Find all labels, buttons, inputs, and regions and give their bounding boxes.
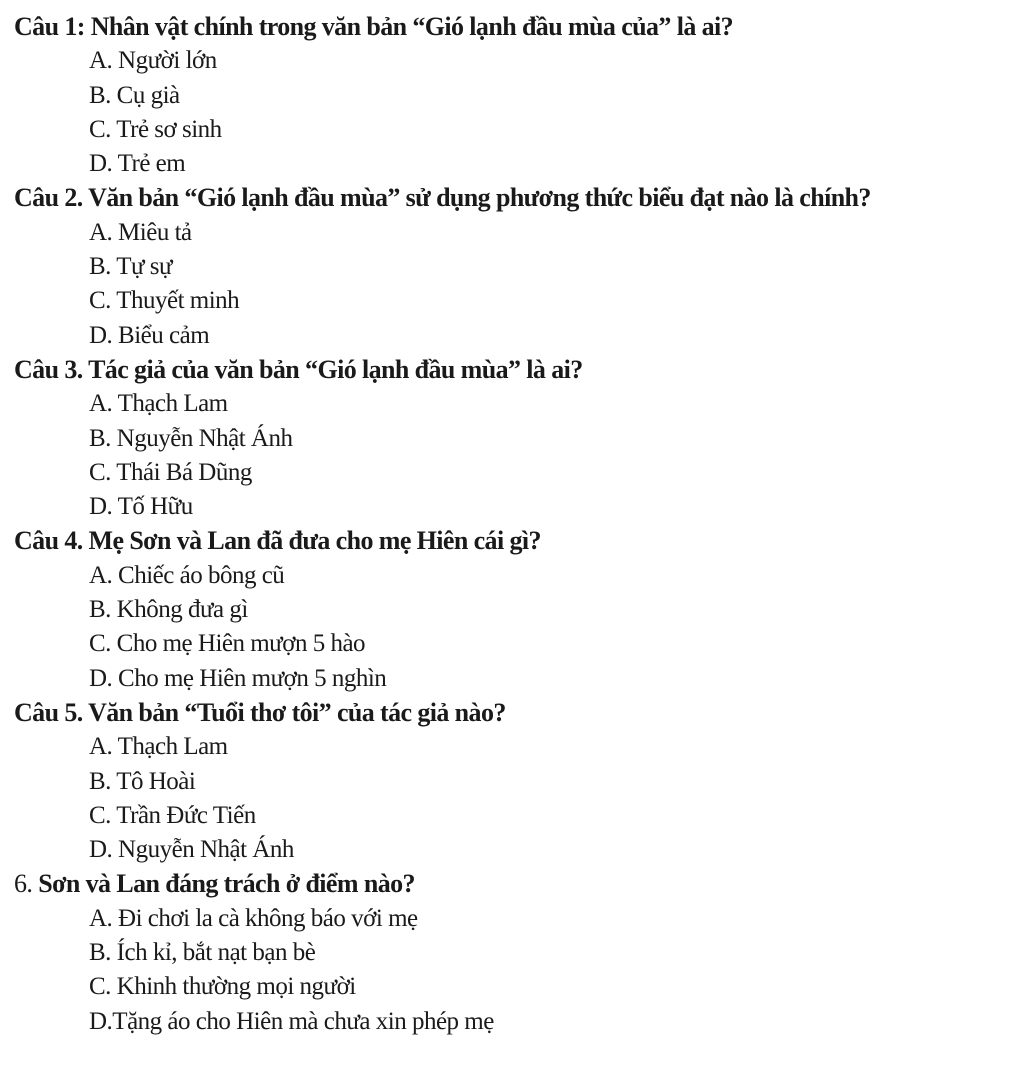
question-1 xyxy=(14,10,1014,181)
question-text: Câu 4. Mẹ Sơn và Lan đã đưa cho mẹ Hiên cái gì? xyxy=(14,526,541,556)
option-d: D. Biểu cảm xyxy=(89,321,210,349)
option-c: C. Cho mẹ Hiên mượn 5 hào xyxy=(89,630,366,658)
option-a: A. Đi chơi la cà không báo với mẹ xyxy=(89,904,418,932)
question-text: Câu 1: Nhân vật chính trong văn bản “Gió lạnh đầu mùa của” là ai? xyxy=(14,12,734,41)
option-list xyxy=(14,902,1014,1039)
question-text: Câu 5. Văn bản “Tuổi thơ tôi” của tác giả nào? xyxy=(14,697,506,727)
option-b: B. Không đưa gì xyxy=(89,596,248,624)
question-number: 6. xyxy=(14,869,33,899)
option-d: D. Cho mẹ Hiên mượn 5 nghìn xyxy=(89,664,387,692)
question-text xyxy=(14,867,1014,901)
question-text: Câu 3. Tác giả của văn bản “Gió lạnh đầu mùa” là ai? xyxy=(14,354,583,384)
option-b: B. Nguyễn Nhật Ánh xyxy=(89,424,293,452)
option-c: C. Thuyết minh xyxy=(89,287,240,315)
option-list xyxy=(14,216,1014,353)
option-c: C. Trần Đức Tiến xyxy=(89,801,256,829)
option-d: D.Tặng áo cho Hiên mà chưa xin phép mẹ xyxy=(89,1007,494,1035)
option-a: A. Miêu tả xyxy=(89,218,192,246)
question-5 xyxy=(14,696,1014,867)
option-a: A. Chiếc áo bông cũ xyxy=(89,561,285,589)
option-b: B. Tô Hoài xyxy=(89,767,196,795)
option-b: B. Ích kỉ, bắt nạt bạn bè xyxy=(89,939,316,967)
quiz-document xyxy=(14,10,1014,1039)
option-c: C. Khinh thường mọi người xyxy=(89,973,356,1001)
question-4 xyxy=(14,524,1014,695)
option-b: B. Tự sự xyxy=(89,253,173,281)
option-list xyxy=(14,559,1014,696)
option-c: C. Thái Bá Dũng xyxy=(89,458,252,486)
option-list xyxy=(14,730,1014,867)
option-d: D. Trẻ em xyxy=(89,150,186,178)
question-2 xyxy=(14,181,1014,352)
option-list xyxy=(14,44,1014,181)
question-text: Câu 2. Văn bản “Gió lạnh đầu mùa” sử dụng phương thức biểu đạt nào là chính? xyxy=(14,183,871,213)
option-d: D. Tố Hữu xyxy=(89,493,193,521)
option-a: A. Người lớn xyxy=(89,47,217,75)
question-3 xyxy=(14,353,1014,524)
option-d: D. Nguyễn Nhật Ánh xyxy=(89,836,294,864)
option-a: A. Thạch Lam xyxy=(89,733,228,761)
option-list xyxy=(14,387,1014,524)
option-a: A. Thạch Lam xyxy=(89,390,228,418)
question-body: Sơn và Lan đáng trách ở điểm nào? xyxy=(38,869,415,899)
option-b: B. Cụ già xyxy=(89,81,180,109)
question-6 xyxy=(14,867,1014,1038)
option-c: C. Trẻ sơ sinh xyxy=(89,115,222,143)
